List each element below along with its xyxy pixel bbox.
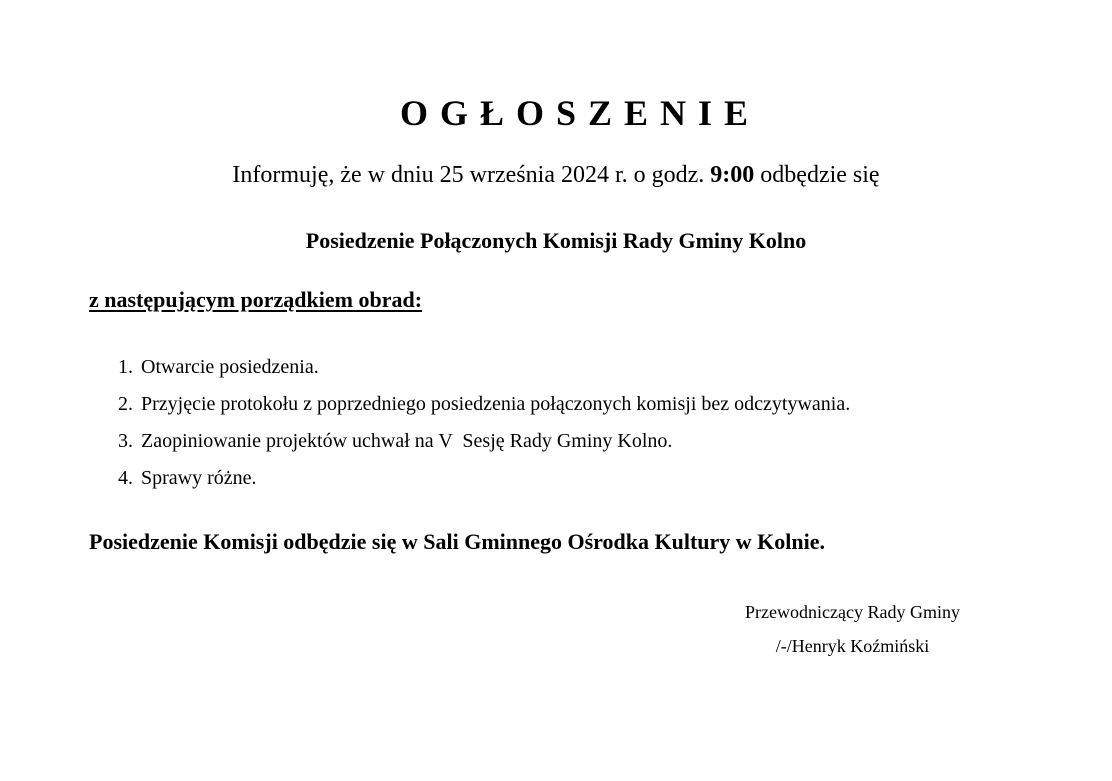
agenda-item-number: 4. bbox=[118, 467, 133, 489]
agenda-list bbox=[89, 354, 850, 502]
agenda-item-text: Otwarcie posiedzenia. bbox=[141, 356, 319, 378]
agenda-item-number: 3. bbox=[118, 430, 133, 452]
agenda-item bbox=[89, 428, 850, 465]
agenda-item-text: Przyjęcie protokołu z poprzedniego posiedzenia połączonych komisji bez odczytywania. bbox=[141, 393, 851, 415]
agenda-heading: z następującym porządkiem obrad: bbox=[89, 287, 423, 312]
signature-role: Przewodniczący Rady Gminy bbox=[745, 602, 960, 622]
meeting-time: 9:00 bbox=[710, 162, 755, 188]
agenda-item bbox=[89, 354, 850, 391]
agenda-item-number: 2. bbox=[118, 393, 133, 415]
location-note: Posiedzenie Komisji odbędzie się w Sali Gminnego Ośrodka Kultury w Kolnie. bbox=[89, 529, 826, 554]
intro-text-before: Informuję, że w dniu 25 września 2024 r. o godz. bbox=[232, 162, 705, 188]
intro-text-after: odbędzie się bbox=[760, 162, 880, 188]
agenda-item bbox=[89, 465, 850, 502]
signature-name: /-/Henryk Koźmiński bbox=[775, 636, 930, 656]
agenda-item-text: Zaopiniowanie projektów uchwał na V Sesję Rady Gminy Kolno. bbox=[141, 430, 673, 452]
signature-block bbox=[700, 600, 1005, 658]
document-title: OGŁOSZENIE bbox=[399, 93, 761, 133]
agenda-item-number: 1. bbox=[118, 356, 133, 378]
meeting-name: Posiedzenie Połączonych Komisji Rady Gminy Kolno bbox=[305, 228, 807, 253]
agenda-item bbox=[89, 391, 850, 428]
intro-paragraph bbox=[0, 160, 1112, 190]
agenda-item-text: Sprawy różne. bbox=[141, 467, 257, 489]
